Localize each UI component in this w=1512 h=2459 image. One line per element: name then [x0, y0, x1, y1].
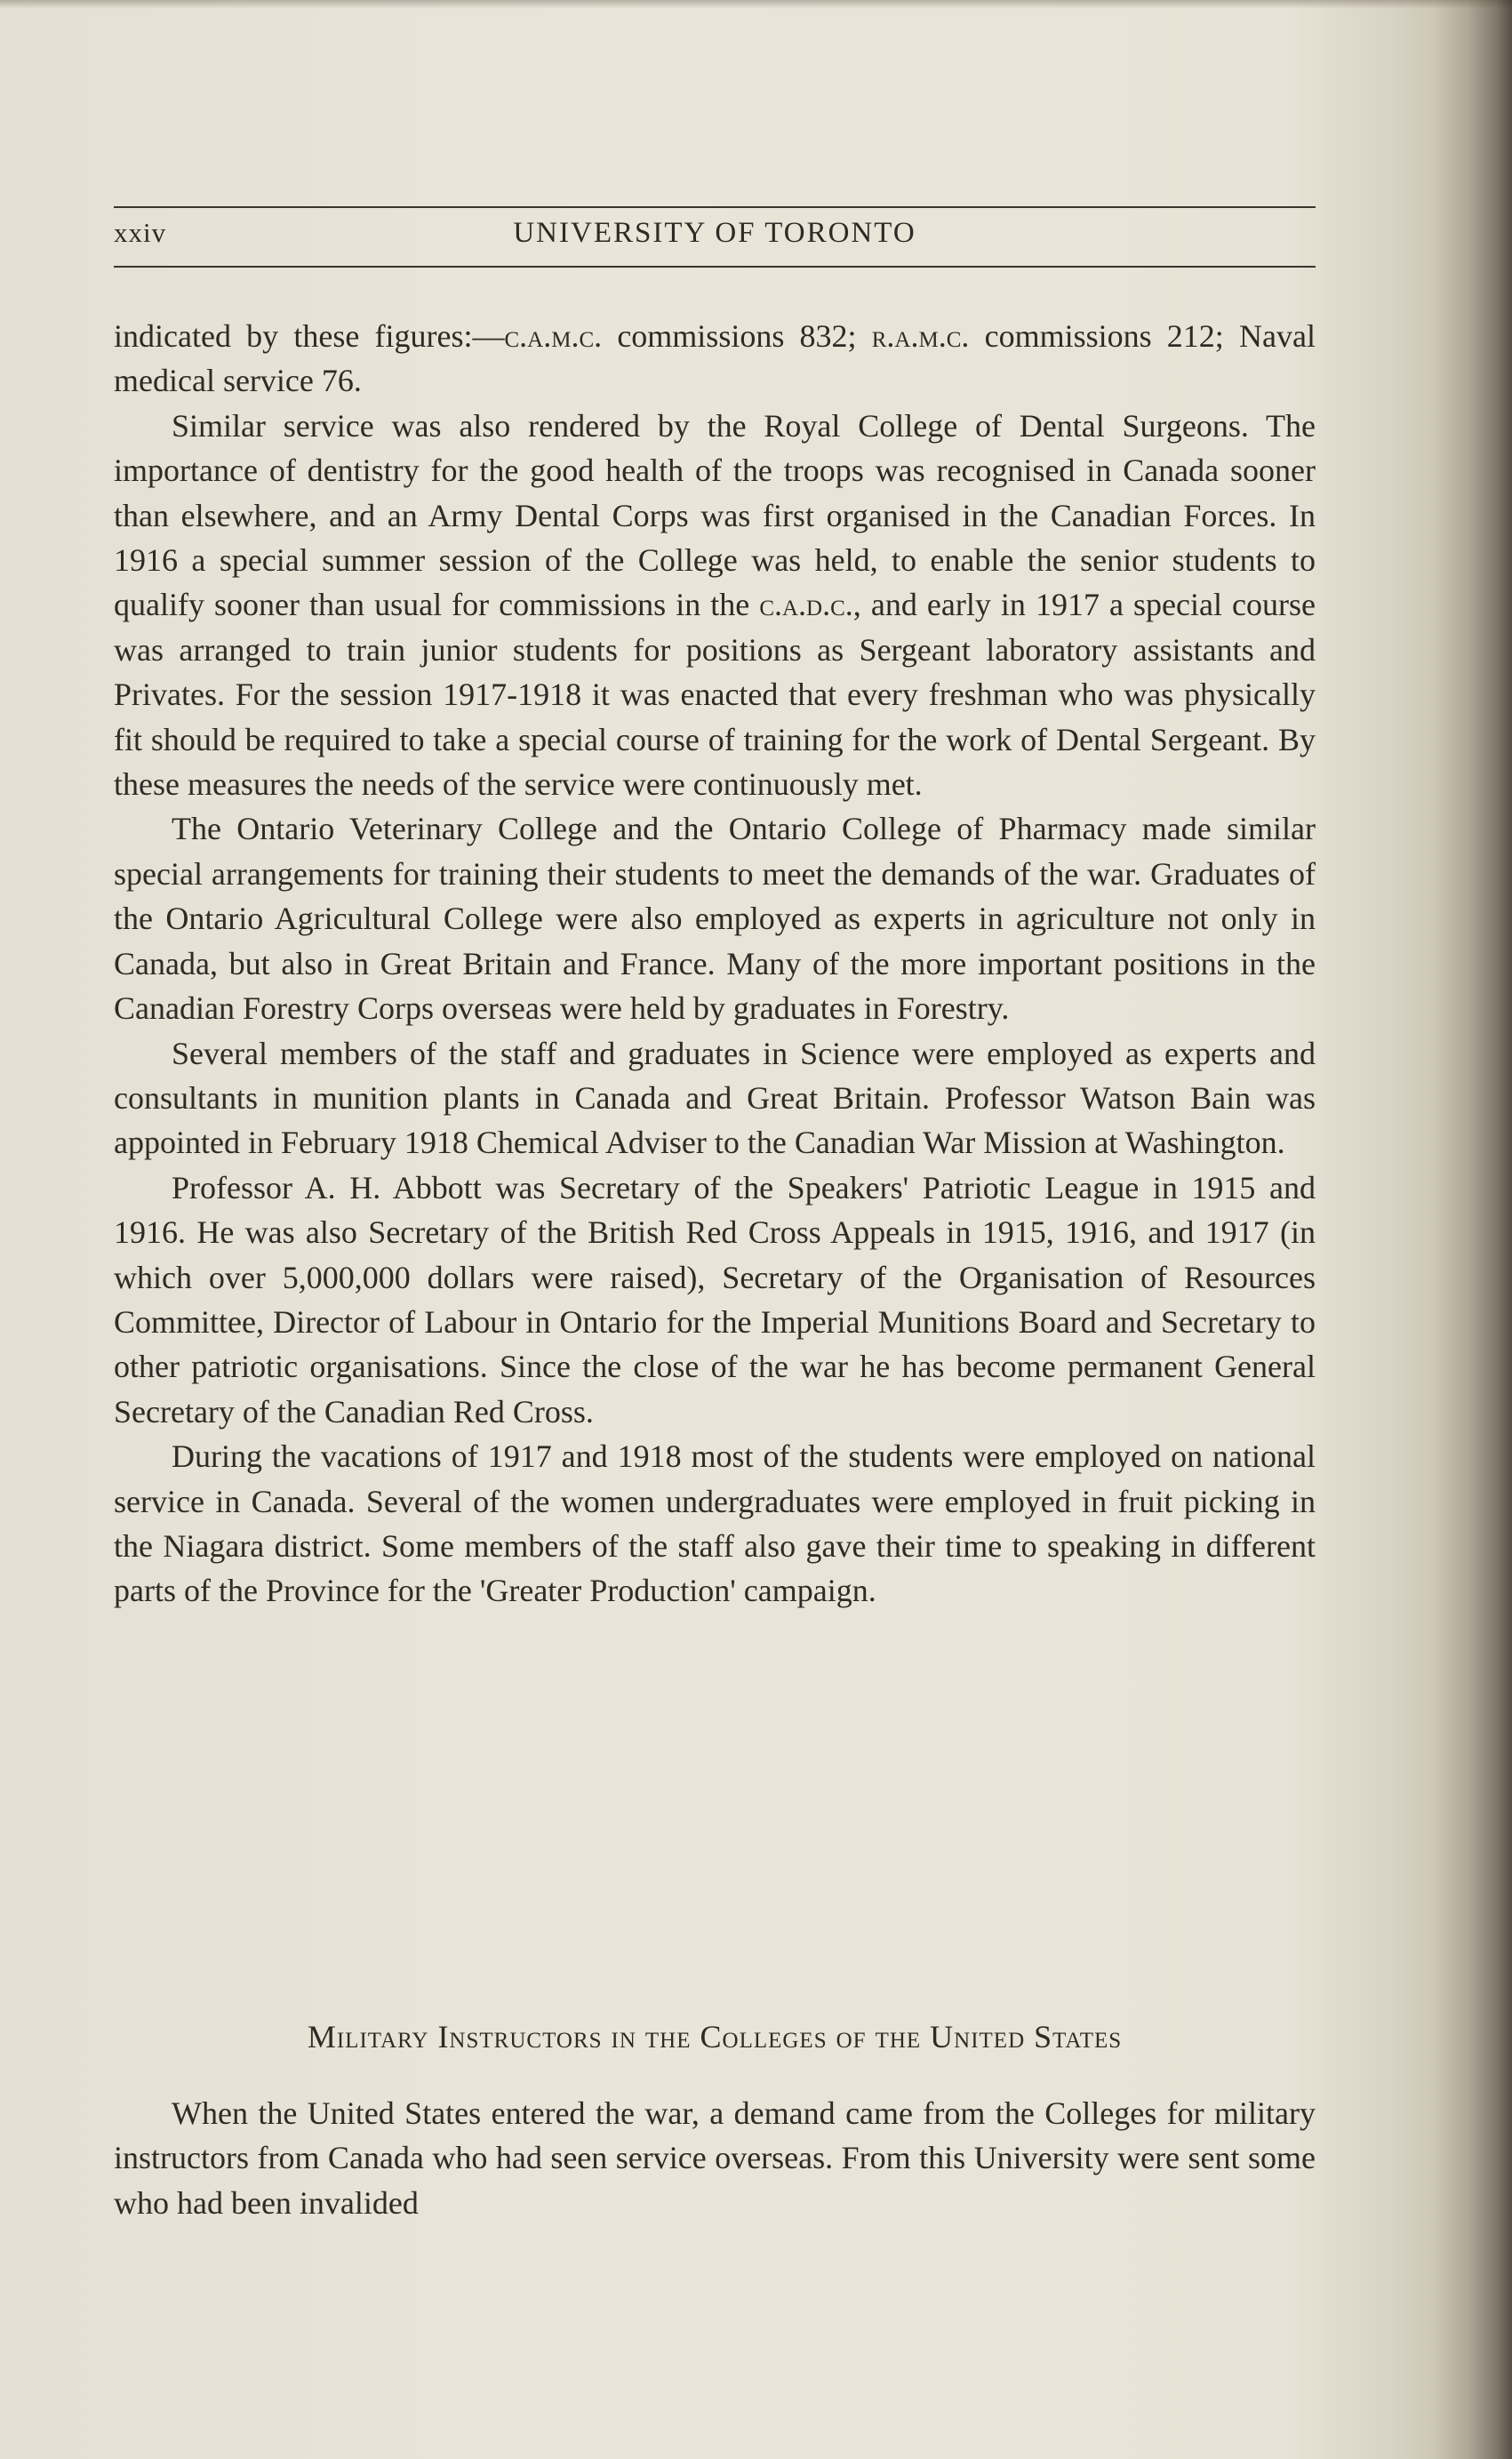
body-text — [114, 314, 1316, 1614]
paragraph-abbott: Professor A. H. Abbott was Secretary of the Speakers' Patriotic League in 1915 and 1916. He was also Secretary of the British Red Cross Appeals in 1915, 1916, and 1917 (in which over 5,000,000 dollars were raised), Secretary of the Organisation of Resources Committee, Director of Labour in Ontario for the Imperial Munitions Board and Secretary to other patriotic organisations. Since the close of the war he has become permanent General Secretary of the Canadian Red Cross. — [114, 1169, 1316, 1430]
header-rule-top — [114, 206, 1316, 208]
paragraph-science: Several members of the staff and graduates in Science were employed as experts and consultants in munition plants in Canada and Great Britain. Professor Watson Bain was appointed in February 1918 Chemical Adviser to the Canadian War Mission at Washington. — [114, 1035, 1316, 1161]
header-rule-bottom — [114, 266, 1316, 268]
running-head — [114, 217, 1316, 256]
paragraph-continued: indicated by these figures:—c.a.m.c. commissions 832; r.a.m.c. commissions 212; Naval medical service 76. — [114, 318, 1316, 399]
paragraph-united-states: When the United States entered the war, a demand came from the Colleges for military instructors from Canada who had seen service overseas. From this University were sent some who had been invalided — [114, 2095, 1316, 2221]
paragraph-vacations: During the vacations of 1917 and 1918 most of the students were employed on national service in Canada. Several of the women undergraduates were employed in fruit picking in the Niagara district. Some members of the staff also gave their time to speaking in different parts of the Province for the 'Greater Production' campaign. — [114, 1438, 1316, 1609]
section-body — [114, 2091, 1316, 2225]
binding-shadow — [1432, 0, 1512, 2459]
paragraph-veterinary: The Ontario Veterinary College and the Ontario College of Pharmacy made similar special arrangements for training their students to meet the demands of the war. Graduates of the Ontario Agricultural College were also employed as experts in agriculture not only in Canada, but also in Great Britain and France. Many of the more important positions in the Canadian Forestry Corps overseas were held by graduates in Forestry. — [114, 811, 1316, 1027]
paragraph-dental: Similar service was also rendered by the Royal College of Dental Surgeons. The importance of dentistry for the good health of the troops was recognised in Canada sooner than elsewhere, and an Army Dental Corps was first organised in the Canadian Forces. In 1916 a special summer session of the College was held, to enable the senior students to qualify sooner than usual for commissions in the c.a.d.c., and early in 1917 a special course was arranged to train junior students for positions as Sergeant laboratory assistants and Privates. For the session 1917-1918 it was enacted that every freshman who was physically fit should be required to take a special course of training for the work of Dental Sergeant. By these measures the needs of the service were continuously met. — [114, 407, 1316, 803]
running-title: UNIVERSITY OF TORONTO — [513, 217, 916, 249]
page-top-edge — [0, 0, 1512, 9]
section-heading: Military Instructors in the Colleges of the United States — [307, 2019, 1123, 2055]
page-number: xxiv — [114, 217, 167, 248]
